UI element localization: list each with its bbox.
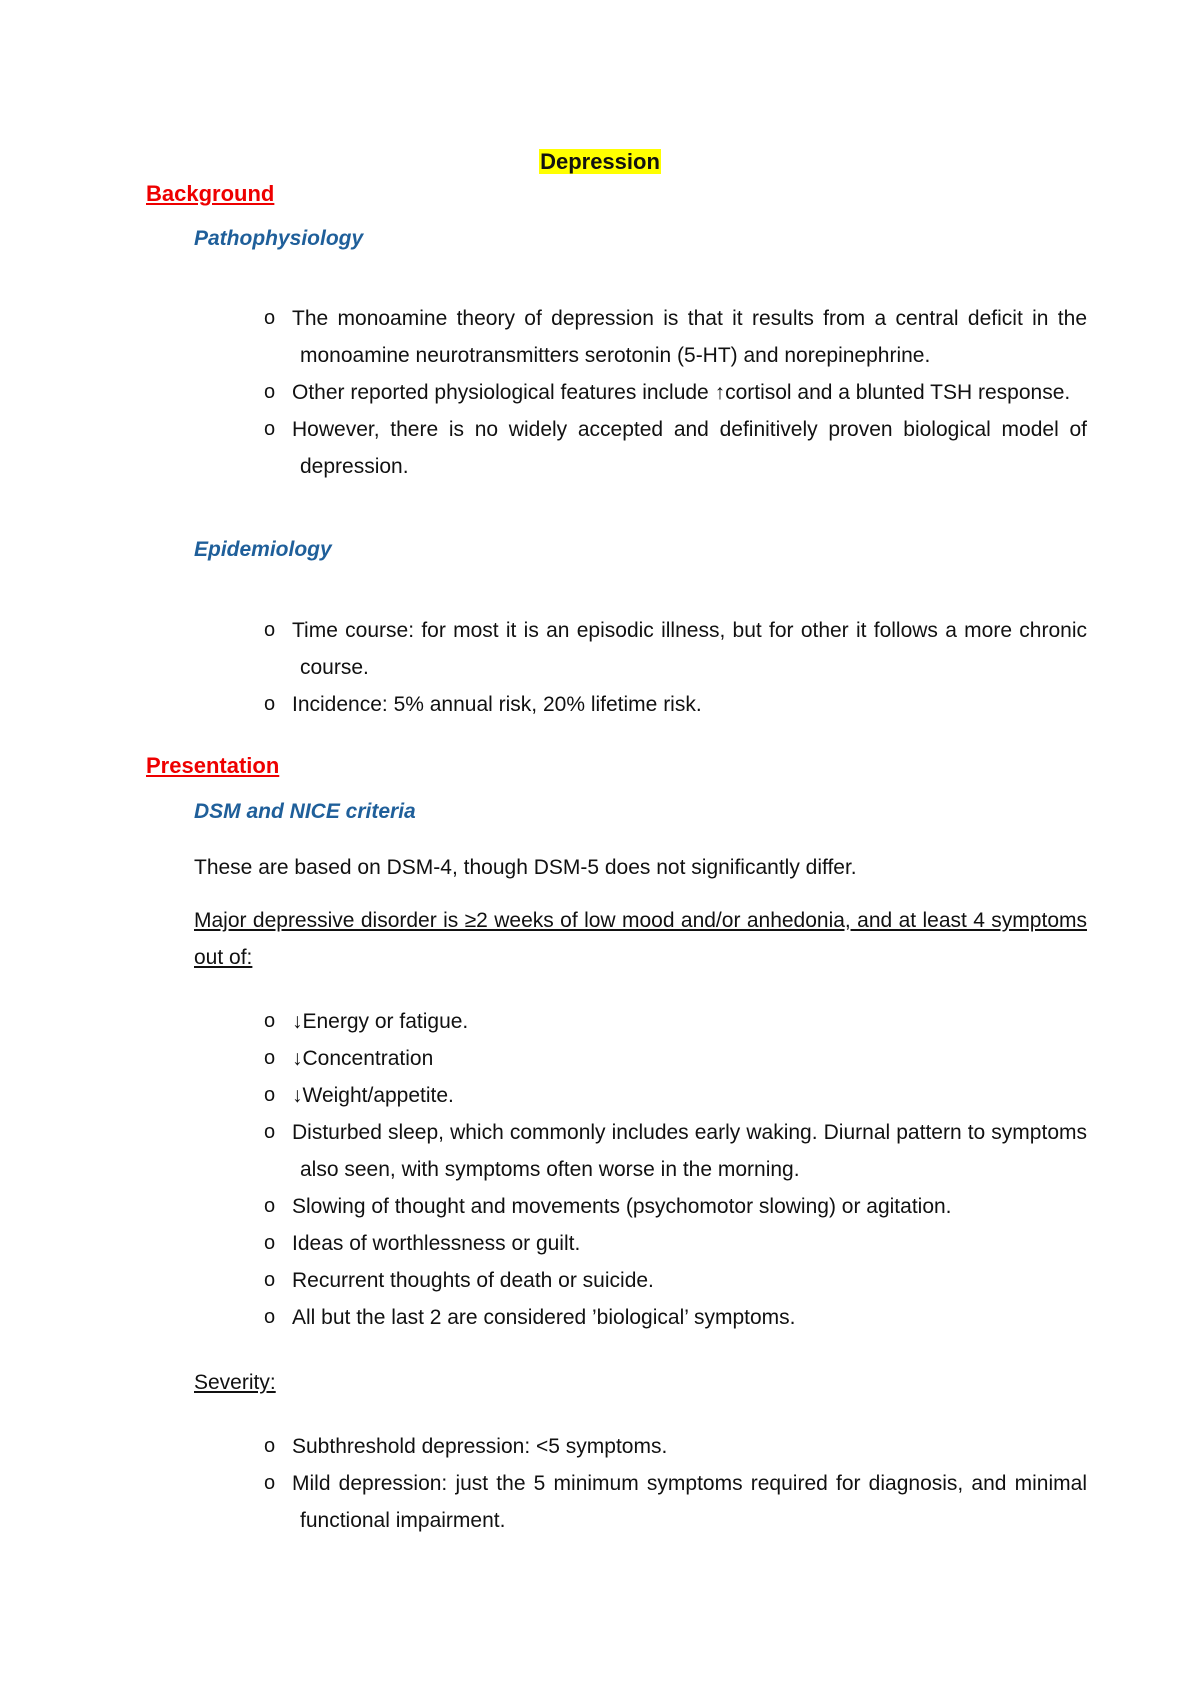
list-item: o ↓Weight/appetite. [0,1077,1087,1114]
bullet-marker: o [264,418,276,440]
severity-label: Severity: [194,1371,276,1394]
epidemiology-list [0,612,1087,723]
bullet-marker: o [264,693,276,715]
list-item: o Mild depression: just the 5 minimum symptoms required for diagnosis, and minimal functional impairment. [0,1465,1087,1539]
list-item: o ↓Concentration [0,1040,1087,1077]
section-heading-presentation: Presentation [146,753,280,778]
list-item: o Other reported physiological features include ↑cortisol and a blunted TSH response. [0,374,1087,411]
list-item: o All but the last 2 are considered ’biological’ symptoms. [0,1299,1087,1336]
bullet-marker: o [264,1232,276,1254]
bullet-marker: o [264,381,276,403]
list-item: o Incidence: 5% annual risk, 20% lifetime risk. [0,686,1087,723]
bullet-marker: o [264,307,276,329]
bullet-marker: o [264,1084,276,1106]
bullet-marker: o [264,1121,276,1143]
document-title [0,148,1200,176]
list-item: o Disturbed sleep, which commonly includes early waking. Diurnal pattern to symptoms also seen, with symptoms often worse in the morning. [0,1114,1087,1188]
sub-heading-criteria: DSM and NICE criteria [194,800,416,823]
bullet-marker: o [264,1269,276,1291]
section-heading-background: Background [146,181,275,206]
list-item: o Subthreshold depression: <5 symptoms. [0,1428,1087,1465]
list-item: o Slowing of thought and movements (psychomotor slowing) or agitation. [0,1188,1087,1225]
list-item: o Recurrent thoughts of death or suicide. [0,1262,1087,1299]
list-item: o However, there is no widely accepted and definitively proven biological model of depression. [0,411,1087,485]
severity-list [0,1428,1087,1539]
document-title-text: Depression [540,149,660,174]
symptom-list [0,1003,1087,1336]
sub-heading-epidemiology: Epidemiology [194,538,332,561]
list-item: o Ideas of worthlessness or guilt. [0,1225,1087,1262]
bullet-marker: o [264,1047,276,1069]
bullet-marker: o [264,1195,276,1217]
major-depressive-definition: Major depressive disorder is ≥2 weeks of low mood and/or anhedonia, and at least 4 symptoms out of: [194,909,1087,969]
list-item: o Time course: for most it is an episodic illness, but for other it follows a more chronic course. [0,612,1087,686]
sub-heading-pathophysiology: Pathophysiology [194,227,364,250]
bullet-marker: o [264,1435,276,1457]
bullet-marker: o [264,1306,276,1328]
list-item: o The monoamine theory of depression is that it results from a central deficit in the monoamine neurotransmitters serotonin (5-HT) and norepinephrine. [0,300,1087,374]
list-item: o ↓Energy or fatigue. [0,1003,1087,1040]
criteria-intro: These are based on DSM-4, though DSM-5 does not significantly differ. [194,856,857,879]
bullet-marker: o [264,619,276,641]
pathophysiology-list [0,300,1087,485]
bullet-marker: o [264,1010,276,1032]
bullet-marker: o [264,1472,276,1494]
